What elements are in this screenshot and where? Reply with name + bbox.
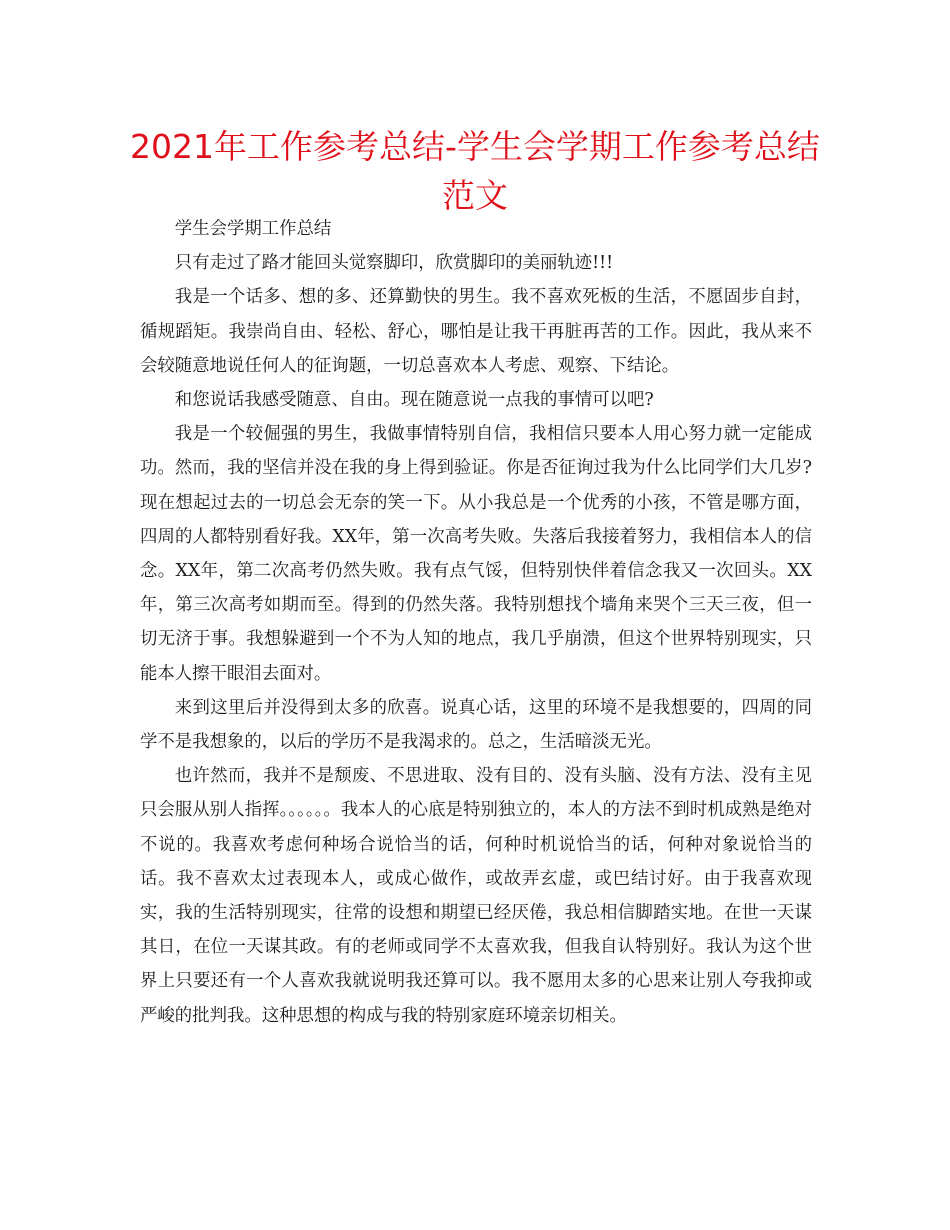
document-title: 2021年工作参考总结-学生会学期工作参考总结范文 bbox=[130, 127, 820, 215]
paragraph: 我是一个话多、想的多、还算勤快的男生。我不喜欢死板的生活，不愿固步自封，循规蹈矩。我崇尚自由、轻松、舒心，哪怕是让我干再脏再苦的工作。因此，我从来不会较随意地说任何人的征询题，一切总喜欢本人考虑、观察、下结论。 bbox=[140, 287, 812, 376]
paragraph: 只有走过了路才能回头觉察脚印，欣赏脚印的美丽轨迹!!! bbox=[174, 253, 614, 274]
paragraph: 和您说话我感受随意、自由。现在随意说一点我的事情可以吧? bbox=[174, 390, 654, 411]
paragraph-subtitle: 学生会学期工作总结 bbox=[174, 219, 332, 239]
paragraph: 来到这里后并没得到太多的欣喜。说真心话，这里的环境不是我想要的，四周的同学不是我想象的，以后的学历不是我渴求的。总之，生活暗淡无光。 bbox=[140, 697, 812, 753]
paragraph: 也许然而，我并不是颓废、不思进取、没有目的、没有头脑、没有方法、没有主见只会服从别人指挥。。。。。。我本人的心底是特别独立的，本人的方法不到时机成熟是绝对不说的。我喜欢考虑何种场合说恰当的话，何种时机说恰当的话，何种对象说恰当的话。我不喜欢太过表现本人，或成心做作，或故弄玄虚，或巴结讨好。由于我喜欢现实，我的生活特别现实，往常的设想和期望已经厌倦，我总相信脚踏实地。在世一天谋其日，在位一天谋其政。有的老师或同学不太喜欢我，但我自认特别好。我认为这个世界上只要还有一个人喜欢我就说明我还算可以。我不愿用太多的心思来让别人夸我抑或严峻的批判我。这种思想的构成与我的特别家庭环境亲切相关。 bbox=[140, 766, 812, 1026]
document-body bbox=[140, 212, 812, 1033]
paragraph: 我是一个较倔强的男生，我做事情特别自信，我相信只要本人用心努力就一定能成功。然而，我的坚信并没在我的身上得到验证。你是否征询过我为什么比同学们大几岁?现在想起过去的一切总会无奈的笑一下。从小我总是一个优秀的小孩，不管是哪方面，四周的人都特别看好我。XX年，第一次高考失败。失落后我接着努力，我相信本人的信念。XX年，第二次高考仍然失败。我有点气馁，但特别快伴着信念我又一次回头。XX年，第三次高考如期而至。得到的仍然失落。我特别想找个墙角来哭个三天三夜，但一切无济于事。我想躲避到一个不为人知的地点，我几乎崩溃，但这个世界特别现实，只能本人擦干眼泪去面对。 bbox=[140, 424, 812, 684]
